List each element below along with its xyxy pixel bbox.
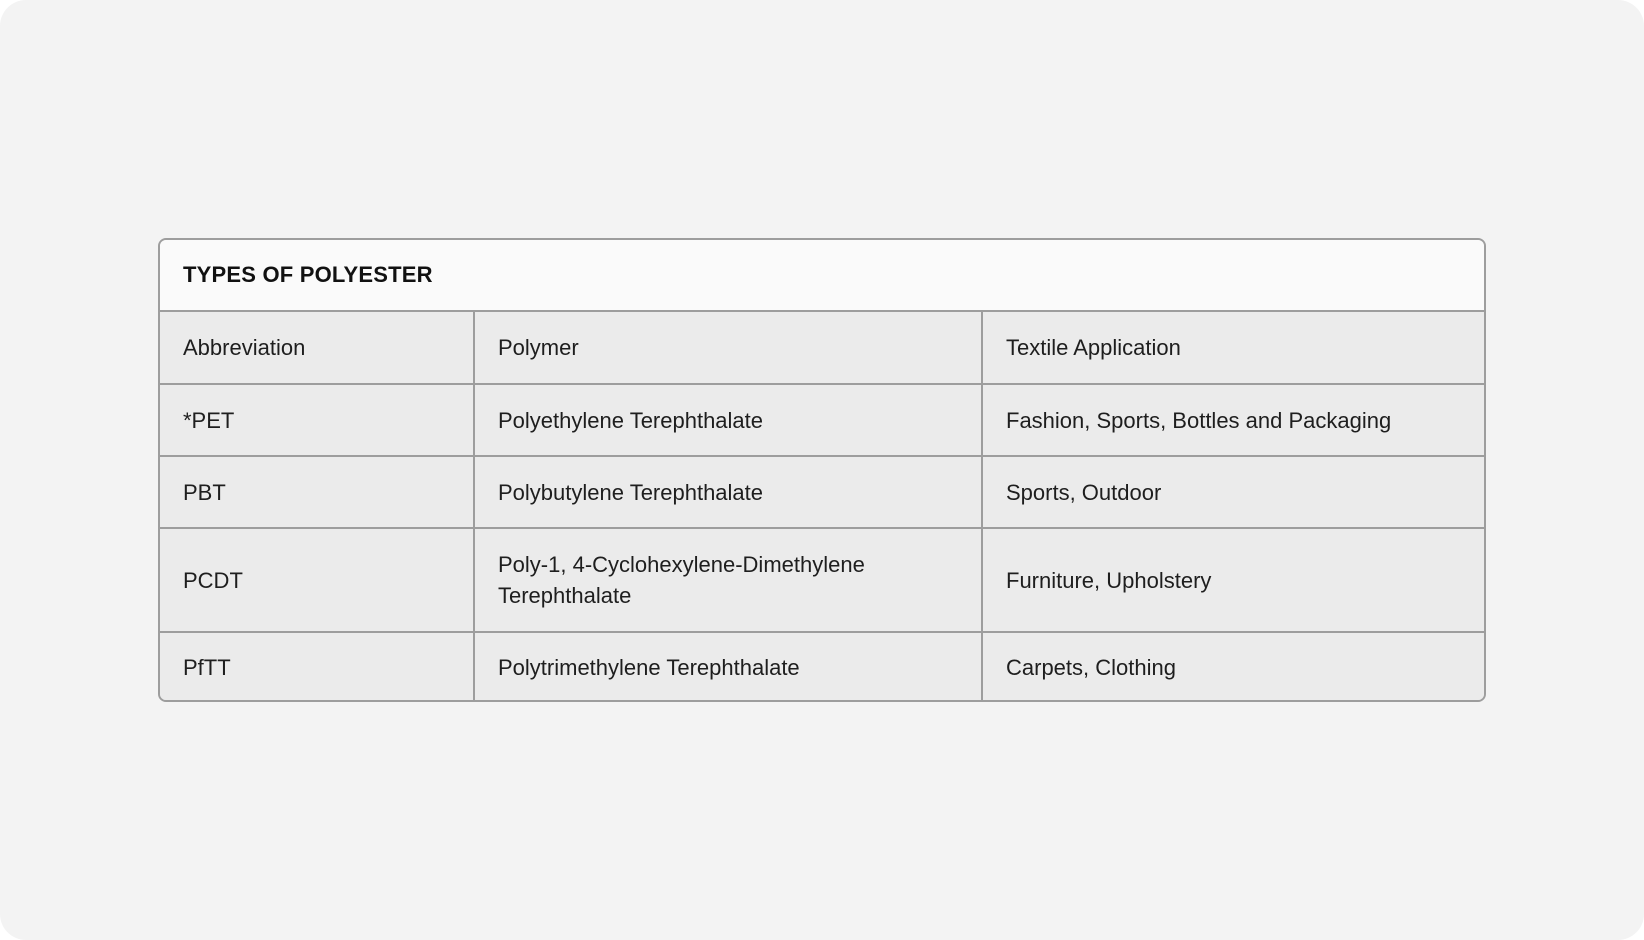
cell-abbreviation: PBT [160,456,474,528]
column-header-textile-application: Textile Application [982,312,1484,384]
table-row [160,632,1484,702]
table-row [160,528,1484,632]
cell-textile-application: Sports, Outdoor [982,456,1484,528]
cell-textile-application: Furniture, Upholstery [982,528,1484,632]
cell-polymer: Poly-1, 4-Cyclohexylene-Dimethylene Terephthalate [474,528,982,632]
table-row [160,456,1484,528]
table-row [160,384,1484,456]
cell-abbreviation: *PET [160,384,474,456]
cell-textile-application: Carpets, Clothing [982,632,1484,702]
column-header-polymer: Polymer [474,312,982,384]
table-title-bar [160,240,1484,312]
cell-abbreviation: PfTT [160,632,474,702]
data-table [160,312,1484,702]
column-header-abbreviation: Abbreviation [160,312,474,384]
cell-polymer: Polyethylene Terephthalate [474,384,982,456]
table-title: TYPES OF POLYESTER [183,262,433,287]
polyester-types-table [158,238,1486,702]
header-row [160,312,1484,384]
cell-textile-application: Fashion, Sports, Bottles and Packaging [982,384,1484,456]
cell-polymer: Polybutylene Terephthalate [474,456,982,528]
cell-polymer: Polytrimethylene Terephthalate [474,632,982,702]
cell-abbreviation: PCDT [160,528,474,632]
